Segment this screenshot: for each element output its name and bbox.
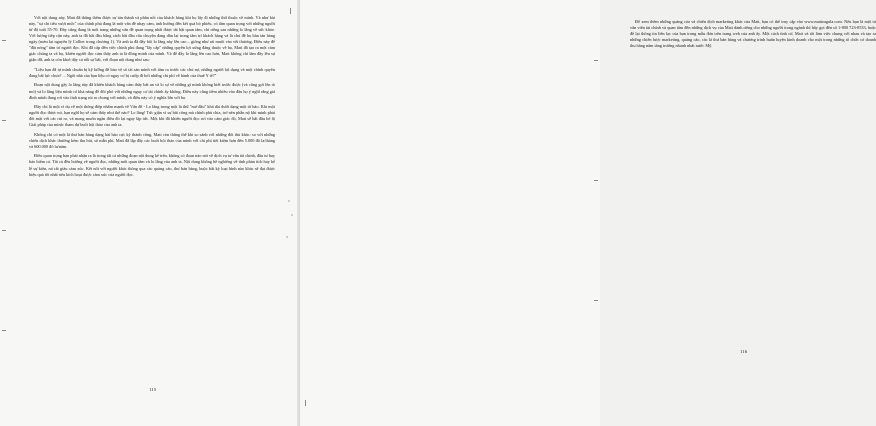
right-page-body	[630, 19, 876, 53]
scan-edge-mark	[290, 8, 291, 14]
left-page-body	[29, 15, 275, 181]
scan-speck	[288, 200, 290, 202]
left-paragraph-5: Không chỉ có một lá thư bán hàng dạng bài báo cực kỳ thành công, Matt còn thắng thế khi so sánh với những đối thủ khác: so với những chiến dịch khác thường kém thu hút, số mẫn phí, Matt đã lập đầy các buổi hội thảo của mình với chi phí tiết kiệm hơn đến 5.000 đô la/tháng và 600.000 đô la/năm.	[29, 131, 275, 149]
scan-edge-mark	[2, 40, 6, 41]
left-paragraph-6: Điều quan trọng bạn phải nhận ra là trong tất cả những đoạn nội dung kể trên, không có đoạn nào nói về dịch vụ tư vấn tài chính, đầu tư hay bảo hiểm cả. Tất cả đều hướng về người đọc, những mối quan tâm và lo lắng của anh ta. Nội dung không hề nghiêng về tính phản tích hay kể lể sự kiện, nó rất giàu cảm xúc. Kết nối với người khác thông qua các quảng cáo, thư bán hàng, buộc bất kỳ loại hình nào khác sẽ đạt được hiệu quả tốt nhất nếu kích hoạt được cảm xúc của người đọc.	[29, 153, 275, 177]
left-paragraph-2: "Liệu bạn đã tự mình chuẩn bị kỹ lưỡng để bảo vệ số tài sản mình với tâm ra trước các chủ nợ, những người lợi dụng và một chính quyền đang bất lực chưa? ... Ngôi nhà của bạn liệu có nguy cơ bị cướp đi bởi những chi phí về hành của thuế Y tế?"	[29, 66, 275, 78]
scan-edge-mark	[2, 230, 6, 231]
left-paragraph-3: Đoạn nội dung gây lo lắng này đã khiến khách hàng cảm thấy bất an và lo sợ về những gì mình không biết trước được (và cũng gợi lên tò mò) và lo lắng liệu mình có khả năng để đối phó với những nguy cơ tài chính ấy không. Điều này cũng tiềm nhiều vào đầu họ ý nghĩ rằng giá đình mình đang rơi vào tình trạng rủi ro chung với mình, và điều này có ý nghĩa lớn với họ.	[29, 82, 275, 100]
scan-edge-mark	[594, 300, 598, 301]
scan-edge-mark	[2, 120, 6, 121]
scan-edge-mark	[305, 400, 306, 406]
left-paragraph-1: Với nội dung này, Matt đã thắng thêm được sự tán thành và phần nổi của khách hàng khi họ lấy đi những thứ thuộc về mình. Và như bài này, "sự chi tiêu vượt mức" của chính phủ đang là một vấn đề nhạy cảm, ảnh hưởng đến kết quả bỏ phiếu, có tầm quan trọng với những người từ độ tuổi 55-70. Đây cũng đang là mối trang những vấn đề quan trọng nhất được tất bật quan tâm, chỉ riêng sau những lo lắng về sức khỏe. Với lượng tiếp cận này, anh ta đã bắt đầu bằng cách bắt đầu câu chuyện đang dần lại trong tâm trí khách hàng và là chủ đề họ bàn tán hàng ngày (nơm lại nguyên lý Collier trong chương 1). Và anh ta đã đẩy bối lo lắng này lên cao – giống như rải muối vào vết thương. Điều này để "đặt nóng" tâm trí người đọc. Khi đã cấp đến việc chính phủ đang "lấy cắp" những quyền lợi xứng đáng thuộc về họ, Matt đã tạo ra một cảm giác chúng ta và họ, khiến người đọc cảm thấy anh ta là đồng minh của mình. Và để đẩy lo lắng lên cao hơn, Matt không chỉ làm đầy lên sự giận dữ, anh ta còn khơi dậy cả nỗi sợ hãi, với đoạn nội dung như sau:	[29, 15, 275, 63]
right-paragraph-1: Để xem thêm những quảng cáo và chiến dịch marketing khác của Matt, bạn có thể truy cập vào www.mattzagula.com. Nếu bạn là một tư vấn viên tài chính và quan tâm đến những dịch vụ của Matt dành riêng cho những người trong ngành thì hãy gọi đến số 1-800 723-0533, hoặc để lại thông tin liên lạc của bạn trong mẫu đơn trên trang web của anh ấy. Một cách tình cờ, Matt và tôi làm việc chung với nhau và tạo ra những chiến lược marketing, quảng cáo, các lá thư bán hàng và chương trình huấn luyện kinh doanh cho một trong những tổ chức có doanh thu hàng năm tăng trưởng nhanh nhất nước Mỹ.	[630, 19, 876, 49]
right-page	[300, 0, 876, 426]
left-paragraph-4: Đây chỉ là một ví dụ về một thông điệp nhắm mạnh về Vấn đề - Lo lắng trong một là thứ "mở đầu" khá dài dưới dạng một tờ báo. Khi một người đọc được nó, bạn nghĩ họ sẽ cảm thấy như thế nào? Lo lắng! Tức giận vì sự bất công mà chính phủ chia, trở nên phẫn nộ khi mình phải đối mặt với các rủi ro, và mong muốn ngăn điều đó lại ngay lập tức. Một khi đã khiến người đọc rơi vào cảm giác đó, Matt sẽ bắt đầu hé lộ Giải pháp của mình: tham dự buổi hội thảo của anh ta.	[29, 104, 275, 128]
right-page-number: 116	[740, 349, 748, 354]
scan-edge-mark	[2, 330, 6, 331]
scan-speck	[291, 214, 293, 216]
scan-speck	[286, 236, 288, 238]
scan-edge-mark	[594, 60, 598, 61]
left-page	[0, 0, 300, 426]
scan-edge-mark	[594, 180, 598, 181]
left-page-number: 115	[149, 387, 157, 392]
